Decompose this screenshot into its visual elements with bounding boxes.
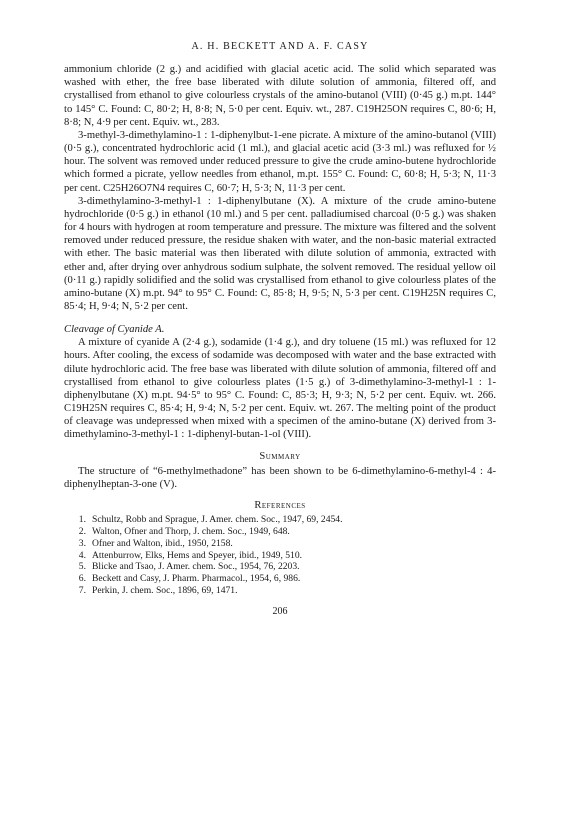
page-number: 206 xyxy=(272,605,288,617)
reference-item: 6. Beckett and Casy, J. Pharm. Pharmacol., 1954, 6, 986. xyxy=(78,573,301,585)
paragraph-picrate: 3-methyl-3-dimethylamino-1 : 1-diphenylbut-1-ene picrate. A mixture of the amino-butanol (VIII) (0·5 g.), concentrated hydrochloric acid (1 ml.), and glacial acetic acid (3·3 ml.) was refluxed for ½ hour. The solvent was removed under reduced pressure to give the crude amino-butene hydrochloride which formed a picrate, yellow needles from ethanol, m.pt. 155° C. Found: C, 60·8; H, 5·3; N, 11·3 per cent. C25H26O7N4 requires C, 60·7; H, 5·3; N, 11·3 per cent. xyxy=(64,129,496,194)
references-list xyxy=(64,514,496,597)
reference-item: 5. Blicke and Tsao, J. Amer. chem. Soc., 1954, 76, 2203. xyxy=(78,561,300,573)
section-title-cleavage: Cleavage of Cyanide A. xyxy=(64,324,165,336)
paragraph-aminobutanol: ammonium chloride (2 g.) and acidified with glacial acetic acid. The solid which separated was washed with ether, the free base liberated with dilute solution of ammonia, filtered off, and crystallised from ethanol to give colourless crystals of the amino-butanol (VIII) (0·45 g.) m.pt. 144° to 145° C. Found: C, 80·2; H, 8·8; N, 5·0 per cent. Equiv. wt., 287. C19H25ON requires C, 80·6; H, 8·8; N, 4·9 per cent. Equiv. wt., 283. xyxy=(64,64,496,128)
references-heading: References xyxy=(254,500,306,511)
summary-heading: Summary xyxy=(259,450,301,462)
reference-item: 4. Attenburrow, Elks, Hems and Speyer, ibid., 1949, 510. xyxy=(78,549,303,561)
running-head: A. H. BECKETT AND A. F. CASY xyxy=(191,41,369,52)
reference-item: 1. Schultz, Robb and Sprague, J. Amer. chem. Soc., 1947, 69, 2454. xyxy=(78,514,343,526)
paragraph-cleavage: A mixture of cyanide A (2·4 g.), sodamide (1·4 g.), and dry toluene (15 ml.) was refluxed for 12 hours. After cooling, the excess of sodamide was decomposed with water and the base extracted with dilute hydrochloric acid. The free base was liberated with dilute solution of ammonia, filtered off and crystallised from ethanol to give colourless plates (1·5 g.) of 3-dimethylamino-3-methyl-1 : 1-diphenylbutane (X) m.pt. 94·5° to 95° C. Found: C, 85·3; H, 9·3; N, 5·2 per cent. Equiv. wt. 266. C19H25N requires C, 85·4; H, 9·4; N, 5·2 per cent. Equiv. wt. 267. The melting point of the product of cleavage was undepressed when mixed with a specimen of the amino-butane (X) derived from 3-dimethylamino-3-methyl-1 : 1-diphenyl-butan-1-ol (VIII). xyxy=(64,337,496,441)
reference-item: 3. Ofner and Walton, ibid., 1950, 2158. xyxy=(78,537,233,549)
journal-page xyxy=(64,40,496,618)
reference-item: 7. Perkin, J. chem. Soc., 1896, 69, 1471. xyxy=(78,584,238,596)
paragraph-aminobutane: 3-dimethylamino-3-methyl-1 : 1-diphenylbutane (X). A mixture of the crude amino-butene hydrochloride (0·5 g.) in ethanol (10 ml.) and 5 per cent. palladiumised charcoal (0·5 g.) was shaken for 4 hours with hydrogen at room temperature and pressure. The mixture was filtered and the solvent removed under reduced pressure, the residue shaken with water, and the non-basic material extracted with ether. The basic material was then liberated with dilute solution of ammonia, extracted with ether and, after drying over anhydrous sodium sulphate, the solvent removed. The residual yellow oil (0·11 g.) rapidly solidified and the solid was crystallised from ethanol to give colourless plates of the amino-butane (X) m.pt. 94° to 95° C. Found: C, 85·8; H, 9·5; N, 5·3 per cent. C19H25N requires C, 85·4; H, 9·4; N, 5·2 per cent. xyxy=(64,195,496,312)
summary-text: The structure of “6-methylmethadone” has been shown to be 6-dimethylamino-6-methyl-4 : 4-diphenylheptan-3-one (V). xyxy=(64,465,496,490)
reference-item: 2. Walton, Ofner and Thorp, J. chem. Soc., 1949, 648. xyxy=(78,525,290,537)
